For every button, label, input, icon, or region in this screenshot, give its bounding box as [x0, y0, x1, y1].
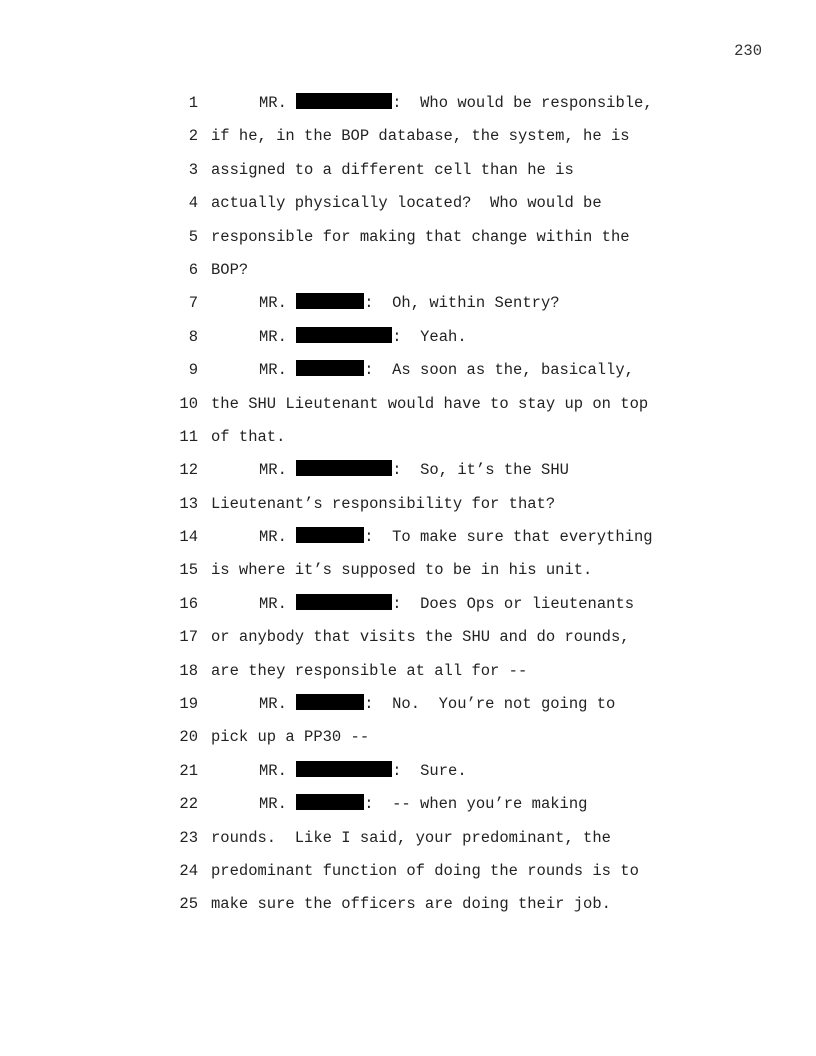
line-content: BOP? — [211, 260, 249, 279]
line-text — [259, 454, 569, 487]
line-number: 10 — [179, 394, 198, 413]
line-content: pick up a PP30 -- — [211, 728, 370, 747]
redaction-bar — [296, 794, 364, 810]
line-number: 2 — [188, 127, 198, 146]
speaker-title: MR. — [259, 361, 287, 380]
line-number: 6 — [188, 260, 198, 279]
line-text — [259, 521, 653, 554]
line-content: : No. You’re not going to — [364, 695, 616, 714]
transcript-line — [0, 421, 816, 454]
line-text — [259, 788, 587, 821]
line-content: or anybody that visits the SHU and do rounds, — [211, 628, 630, 647]
transcript-line — [0, 621, 816, 654]
line-content: if he, in the BOP database, the system, he is — [211, 127, 630, 146]
line-text — [259, 87, 653, 120]
line-content: : As soon as the, basically, — [364, 361, 634, 380]
speaker-title: MR. — [259, 594, 287, 613]
transcript-line — [0, 454, 816, 487]
line-number: 24 — [179, 861, 198, 880]
transcript-line — [0, 688, 816, 721]
line-number: 13 — [179, 494, 198, 513]
redaction-bar — [296, 527, 364, 543]
line-text — [259, 688, 615, 721]
line-text — [211, 120, 630, 153]
line-content: Lieutenant’s responsibility for that? — [211, 494, 556, 513]
line-text — [259, 321, 467, 354]
line-content: : -- when you’re making — [364, 795, 588, 814]
line-number: 15 — [179, 561, 198, 580]
line-number: 18 — [179, 661, 198, 680]
line-content: is where it’s supposed to be in his unit. — [211, 561, 593, 580]
line-number: 7 — [188, 294, 198, 313]
line-text — [211, 254, 248, 287]
line-content: : Sure. — [392, 761, 467, 780]
line-text — [259, 588, 634, 621]
transcript-line — [0, 221, 816, 254]
line-number: 12 — [179, 461, 198, 480]
line-number: 17 — [179, 628, 198, 647]
transcript-body — [0, 87, 816, 922]
transcript-line — [0, 287, 816, 320]
line-content: make sure the officers are doing their job. — [211, 895, 611, 914]
line-content: : Who would be responsible, — [392, 94, 653, 112]
line-text — [259, 755, 467, 788]
transcript-line — [0, 721, 816, 754]
line-content: responsible for making that change within the — [211, 227, 630, 246]
line-number: 21 — [179, 761, 198, 780]
speaker-title: MR. — [259, 94, 287, 112]
redaction-bar — [296, 694, 364, 710]
transcript-line — [0, 254, 816, 287]
line-text — [211, 221, 630, 254]
transcript-line — [0, 321, 816, 354]
line-number: 5 — [188, 227, 198, 246]
line-text — [211, 421, 285, 454]
line-content: rounds. Like I said, your predominant, the — [211, 828, 611, 847]
page-number: 230 — [734, 42, 762, 60]
line-content: : So, it’s the SHU — [392, 461, 569, 480]
transcript-line — [0, 187, 816, 220]
transcript-line — [0, 488, 816, 521]
transcript-line — [0, 655, 816, 688]
line-text — [211, 822, 611, 855]
line-content: of that. — [211, 427, 286, 446]
speaker-title: MR. — [259, 761, 287, 780]
line-content: assigned to a different cell than he is — [211, 160, 574, 179]
speaker-title: MR. — [259, 327, 287, 346]
line-text — [211, 888, 611, 921]
transcript-line — [0, 554, 816, 587]
line-text — [211, 721, 369, 754]
speaker-title: MR. — [259, 528, 287, 547]
transcript-line — [0, 855, 816, 888]
speaker-title: MR. — [259, 461, 287, 480]
transcript-line — [0, 354, 816, 387]
redaction-bar — [296, 761, 392, 777]
line-number: 19 — [179, 695, 198, 714]
redaction-bar — [296, 93, 392, 109]
line-number: 8 — [188, 327, 198, 346]
line-text — [211, 621, 630, 654]
line-content: are they responsible at all for -- — [211, 661, 528, 680]
line-content: actually physically located? Who would be — [211, 194, 602, 213]
speaker-title: MR. — [259, 695, 287, 714]
transcript-line — [0, 120, 816, 153]
line-text — [259, 354, 634, 387]
line-number: 4 — [188, 194, 198, 213]
transcript-line — [0, 388, 816, 421]
line-number: 1 — [188, 94, 198, 112]
transcript-line — [0, 87, 816, 120]
line-content: : Oh, within Sentry? — [364, 294, 560, 313]
line-number: 11 — [179, 427, 198, 446]
line-number: 16 — [179, 594, 198, 613]
redaction-bar — [296, 293, 364, 309]
transcript-line — [0, 822, 816, 855]
redaction-bar — [296, 327, 392, 343]
line-number: 20 — [179, 728, 198, 747]
transcript-line — [0, 788, 816, 821]
transcript-line — [0, 588, 816, 621]
redaction-bar — [296, 360, 364, 376]
line-content: : To make sure that everything — [364, 528, 653, 547]
line-text — [211, 187, 602, 220]
line-number: 22 — [179, 795, 198, 814]
redaction-bar — [296, 594, 392, 610]
line-content: : Yeah. — [392, 327, 467, 346]
line-text — [211, 154, 574, 187]
transcript-line — [0, 888, 816, 921]
redaction-bar — [296, 460, 392, 476]
transcript-line — [0, 755, 816, 788]
transcript-line — [0, 521, 816, 554]
line-number: 23 — [179, 828, 198, 847]
line-number: 9 — [188, 361, 198, 380]
line-text — [211, 655, 527, 688]
line-content: : Does Ops or lieutenants — [392, 594, 635, 613]
line-text — [211, 388, 648, 421]
line-text — [211, 855, 639, 888]
line-number: 25 — [179, 895, 198, 914]
line-text — [259, 287, 560, 320]
line-content: predominant function of doing the rounds is to — [211, 861, 639, 880]
line-text — [211, 488, 555, 521]
line-number: 3 — [188, 160, 198, 179]
speaker-title: MR. — [259, 294, 287, 313]
transcript-line — [0, 154, 816, 187]
speaker-title: MR. — [259, 795, 287, 814]
line-text — [211, 554, 592, 587]
line-content: the SHU Lieutenant would have to stay up on top — [211, 394, 649, 413]
line-number: 14 — [179, 528, 198, 547]
